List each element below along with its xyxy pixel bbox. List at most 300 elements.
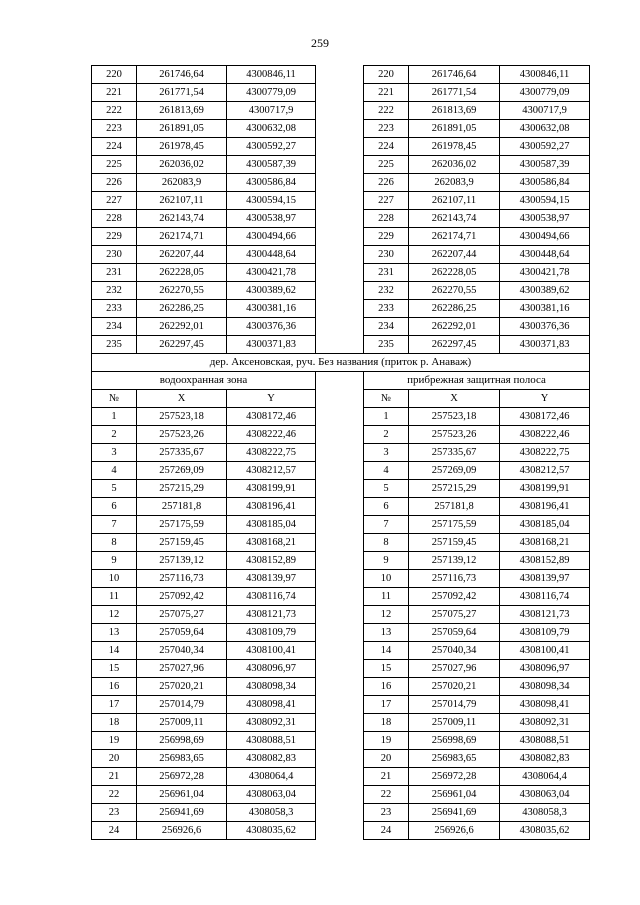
y-coordinate-cell: 4300371,83: [500, 336, 590, 354]
point-number-cell: 232: [92, 282, 137, 300]
y-coordinate-cell: 4308109,79: [500, 624, 590, 642]
x-coordinate-cell: 257175,59: [409, 516, 500, 534]
point-number-cell: 20: [92, 750, 137, 768]
y-coordinate-cell: 4308082,83: [500, 750, 590, 768]
y-coordinate-cell: 4308058,3: [227, 804, 316, 822]
x-coordinate-cell: 257014,79: [137, 696, 227, 714]
y-coordinate-cell: 4308098,34: [227, 678, 316, 696]
zone-heading-row: [92, 372, 590, 390]
y-coordinate-cell: 4300494,66: [227, 228, 316, 246]
point-number-cell: 23: [364, 804, 409, 822]
table-row: [92, 570, 590, 588]
y-coordinate-cell: 4300586,84: [227, 174, 316, 192]
table-row: [92, 102, 590, 120]
x-coordinate-cell: 257009,11: [409, 714, 500, 732]
table-row: [92, 300, 590, 318]
x-coordinate-cell: 257040,34: [409, 642, 500, 660]
x-coordinate-cell: 257523,18: [409, 408, 500, 426]
x-coordinate-cell: 257020,21: [409, 678, 500, 696]
column-gap: [316, 570, 364, 588]
x-coordinate-cell: 257159,45: [137, 534, 227, 552]
y-coordinate-cell: 4300717,9: [500, 102, 590, 120]
y-coordinate-cell: 4308098,41: [500, 696, 590, 714]
y-coordinate-cell: 4300632,08: [500, 120, 590, 138]
point-number-cell: 3: [364, 444, 409, 462]
table-row: [92, 642, 590, 660]
y-coordinate-cell: 4300371,83: [227, 336, 316, 354]
y-coordinate-cell: 4308064,4: [227, 768, 316, 786]
column-gap: [316, 588, 364, 606]
column-gap: [316, 498, 364, 516]
point-number-cell: 221: [92, 84, 137, 102]
x-coordinate-cell: 257335,67: [137, 444, 227, 462]
point-number-cell: 24: [364, 822, 409, 840]
table-row: [92, 516, 590, 534]
y-coordinate-cell: 4308063,04: [227, 786, 316, 804]
x-coordinate-cell: 256941,69: [137, 804, 227, 822]
y-coordinate-cell: 4300448,64: [500, 246, 590, 264]
point-number-cell: 220: [364, 66, 409, 84]
table-row: [92, 282, 590, 300]
point-number-cell: 230: [92, 246, 137, 264]
x-coordinate-cell: 261746,64: [409, 66, 500, 84]
page-number: 259: [311, 36, 329, 50]
x-coordinate-cell: 257139,12: [409, 552, 500, 570]
column-gap: [316, 246, 364, 264]
x-coordinate-cell: 257175,59: [137, 516, 227, 534]
y-coordinate-cell: 4300594,15: [500, 192, 590, 210]
table-row: [92, 714, 590, 732]
x-coordinate-cell: 262228,05: [137, 264, 227, 282]
point-number-cell: 5: [92, 480, 137, 498]
y-coordinate-cell: 4308139,97: [227, 570, 316, 588]
point-number-cell: 5: [364, 480, 409, 498]
x-coordinate-cell: 257020,21: [137, 678, 227, 696]
y-coordinate-cell: 4308100,41: [227, 642, 316, 660]
x-coordinate-cell: 257116,73: [409, 570, 500, 588]
x-coordinate-cell: 262207,44: [409, 246, 500, 264]
table-row: [92, 264, 590, 282]
point-number-cell: 22: [92, 786, 137, 804]
point-number-cell: 10: [92, 570, 137, 588]
x-coordinate-cell: 262143,74: [409, 210, 500, 228]
x-coordinate-cell: 257027,96: [137, 660, 227, 678]
point-number-cell: 3: [92, 444, 137, 462]
x-column-header: X: [137, 390, 227, 408]
x-coordinate-cell: 257059,64: [137, 624, 227, 642]
table-row: [92, 84, 590, 102]
y-coordinate-cell: 4308152,89: [227, 552, 316, 570]
y-coordinate-cell: 4308121,73: [500, 606, 590, 624]
point-number-cell: 7: [92, 516, 137, 534]
column-gap: [316, 372, 364, 390]
x-coordinate-cell: 262207,44: [137, 246, 227, 264]
column-gap: [316, 786, 364, 804]
point-number-cell: 16: [364, 678, 409, 696]
point-number-cell: 230: [364, 246, 409, 264]
point-number-cell: 231: [92, 264, 137, 282]
table-row: [92, 336, 590, 354]
x-coordinate-cell: 257335,67: [409, 444, 500, 462]
column-gap: [316, 606, 364, 624]
x-coordinate-cell: 261978,45: [137, 138, 227, 156]
x-coordinate-cell: 257139,12: [137, 552, 227, 570]
x-coordinate-cell: 257181,8: [137, 498, 227, 516]
column-gap: [316, 426, 364, 444]
y-coordinate-cell: 4300376,36: [500, 318, 590, 336]
column-gap: [316, 300, 364, 318]
x-coordinate-cell: 257181,8: [409, 498, 500, 516]
y-coordinate-cell: 4308109,79: [227, 624, 316, 642]
point-number-cell: 235: [92, 336, 137, 354]
y-coordinate-cell: 4308098,41: [227, 696, 316, 714]
column-gap: [316, 750, 364, 768]
point-number-cell: 20: [364, 750, 409, 768]
number-column-header: №: [364, 390, 409, 408]
coordinates-table: [91, 65, 590, 840]
y-coordinate-cell: 4308063,04: [500, 786, 590, 804]
y-coordinate-cell: 4300592,27: [500, 138, 590, 156]
y-coordinate-cell: 4308096,97: [227, 660, 316, 678]
x-coordinate-cell: 261771,54: [409, 84, 500, 102]
x-coordinate-cell: 261891,05: [409, 120, 500, 138]
point-number-cell: 16: [92, 678, 137, 696]
x-coordinate-cell: 257092,42: [409, 588, 500, 606]
table-row: [92, 426, 590, 444]
y-coordinate-cell: 4300538,97: [500, 210, 590, 228]
column-gap: [316, 228, 364, 246]
point-number-cell: 13: [364, 624, 409, 642]
column-gap: [316, 714, 364, 732]
y-coordinate-cell: 4300494,66: [500, 228, 590, 246]
y-coordinate-cell: 4308168,21: [227, 534, 316, 552]
point-number-cell: 4: [364, 462, 409, 480]
table-row: [92, 66, 590, 84]
point-number-cell: 21: [92, 768, 137, 786]
column-gap: [316, 138, 364, 156]
table-row: [92, 228, 590, 246]
x-coordinate-cell: 257075,27: [409, 606, 500, 624]
x-coordinate-cell: 261813,69: [409, 102, 500, 120]
x-coordinate-cell: 262297,45: [137, 336, 227, 354]
point-number-cell: 10: [364, 570, 409, 588]
x-coordinate-cell: 257269,09: [409, 462, 500, 480]
x-coordinate-cell: 262107,11: [137, 192, 227, 210]
y-column-header: Y: [500, 390, 590, 408]
point-number-cell: 12: [92, 606, 137, 624]
point-number-cell: 21: [364, 768, 409, 786]
point-number-cell: 2: [92, 426, 137, 444]
point-number-cell: 4: [92, 462, 137, 480]
y-coordinate-cell: 4308098,34: [500, 678, 590, 696]
column-gap: [316, 210, 364, 228]
point-number-cell: 24: [92, 822, 137, 840]
table-row: [92, 444, 590, 462]
column-gap: [316, 534, 364, 552]
point-number-cell: 221: [364, 84, 409, 102]
x-coordinate-cell: 261978,45: [409, 138, 500, 156]
table-row: [92, 408, 590, 426]
y-coordinate-cell: 4308199,91: [500, 480, 590, 498]
x-coordinate-cell: 256961,04: [409, 786, 500, 804]
x-coordinate-cell: 262297,45: [409, 336, 500, 354]
y-coordinate-cell: 4308152,89: [500, 552, 590, 570]
table-row: [92, 552, 590, 570]
x-coordinate-cell: 256983,65: [137, 750, 227, 768]
y-coordinate-cell: 4308199,91: [227, 480, 316, 498]
x-coordinate-cell: 256961,04: [137, 786, 227, 804]
column-gap: [316, 624, 364, 642]
point-number-cell: 222: [364, 102, 409, 120]
point-number-cell: 17: [364, 696, 409, 714]
x-coordinate-cell: 256941,69: [409, 804, 500, 822]
point-number-cell: 19: [92, 732, 137, 750]
x-coordinate-cell: 261891,05: [137, 120, 227, 138]
y-coordinate-cell: 4300421,78: [227, 264, 316, 282]
x-coordinate-cell: 257523,26: [137, 426, 227, 444]
y-coordinate-cell: 4300779,09: [227, 84, 316, 102]
point-number-cell: 8: [364, 534, 409, 552]
x-coordinate-cell: 262083,9: [137, 174, 227, 192]
point-number-cell: 222: [92, 102, 137, 120]
table-row: [92, 480, 590, 498]
x-coordinate-cell: 257116,73: [137, 570, 227, 588]
y-coordinate-cell: 4308196,41: [227, 498, 316, 516]
column-gap: [316, 660, 364, 678]
column-gap: [316, 732, 364, 750]
point-number-cell: 15: [364, 660, 409, 678]
column-gap: [316, 408, 364, 426]
point-number-cell: 225: [92, 156, 137, 174]
table-row: [92, 786, 590, 804]
y-coordinate-cell: 4308092,31: [500, 714, 590, 732]
x-coordinate-cell: 262286,25: [137, 300, 227, 318]
x-coordinate-cell: 256972,28: [137, 768, 227, 786]
point-number-cell: 224: [92, 138, 137, 156]
y-coordinate-cell: 4308139,97: [500, 570, 590, 588]
point-number-cell: 220: [92, 66, 137, 84]
y-coordinate-cell: 4308196,41: [500, 498, 590, 516]
point-number-cell: 11: [364, 588, 409, 606]
point-number-cell: 229: [92, 228, 137, 246]
point-number-cell: 15: [92, 660, 137, 678]
column-gap: [316, 318, 364, 336]
y-coordinate-cell: 4308035,62: [500, 822, 590, 840]
water-protection-zone-heading: водоохранная зона: [92, 372, 316, 390]
y-coordinate-cell: 4300587,39: [227, 156, 316, 174]
column-gap: [316, 552, 364, 570]
y-coordinate-cell: 4300779,09: [500, 84, 590, 102]
point-number-cell: 1: [364, 408, 409, 426]
table-row: [92, 462, 590, 480]
y-coordinate-cell: 4308100,41: [500, 642, 590, 660]
column-gap: [316, 84, 364, 102]
table-row: [92, 534, 590, 552]
column-gap: [316, 444, 364, 462]
y-coordinate-cell: 4308212,57: [227, 462, 316, 480]
table-row: [92, 750, 590, 768]
x-coordinate-cell: 257269,09: [137, 462, 227, 480]
table-row: [92, 210, 590, 228]
x-coordinate-cell: 257523,18: [137, 408, 227, 426]
y-coordinate-cell: 4300592,27: [227, 138, 316, 156]
x-coordinate-cell: 256998,69: [409, 732, 500, 750]
point-number-cell: 17: [92, 696, 137, 714]
table-row: [92, 822, 590, 840]
x-coordinate-cell: 262143,74: [137, 210, 227, 228]
column-gap: [316, 768, 364, 786]
table-row: [92, 498, 590, 516]
x-coordinate-cell: 262270,55: [137, 282, 227, 300]
x-coordinate-cell: 262174,71: [409, 228, 500, 246]
point-number-cell: 228: [364, 210, 409, 228]
point-number-cell: 8: [92, 534, 137, 552]
x-coordinate-cell: 262036,02: [137, 156, 227, 174]
x-coordinate-cell: 257009,11: [137, 714, 227, 732]
point-number-cell: 23: [92, 804, 137, 822]
y-coordinate-cell: 4300389,62: [227, 282, 316, 300]
point-number-cell: 12: [364, 606, 409, 624]
table-row: [92, 660, 590, 678]
y-column-header: Y: [227, 390, 316, 408]
point-number-cell: 6: [364, 498, 409, 516]
x-coordinate-cell: 257523,26: [409, 426, 500, 444]
table-row: [92, 696, 590, 714]
point-number-cell: 2: [364, 426, 409, 444]
column-gap: [316, 174, 364, 192]
y-coordinate-cell: 4308121,73: [227, 606, 316, 624]
x-coordinate-cell: 257059,64: [409, 624, 500, 642]
x-coordinate-cell: 256998,69: [137, 732, 227, 750]
x-coordinate-cell: 261813,69: [137, 102, 227, 120]
x-coordinate-cell: 257014,79: [409, 696, 500, 714]
table-row: [92, 768, 590, 786]
y-coordinate-cell: 4308222,46: [227, 426, 316, 444]
y-coordinate-cell: 4300376,36: [227, 318, 316, 336]
x-coordinate-cell: 261771,54: [137, 84, 227, 102]
y-coordinate-cell: 4300538,97: [227, 210, 316, 228]
point-number-cell: 227: [364, 192, 409, 210]
y-coordinate-cell: 4300587,39: [500, 156, 590, 174]
column-gap: [316, 102, 364, 120]
number-column-header: №: [92, 390, 137, 408]
point-number-cell: 233: [364, 300, 409, 318]
x-coordinate-cell: 262083,9: [409, 174, 500, 192]
point-number-cell: 234: [364, 318, 409, 336]
point-number-cell: 234: [92, 318, 137, 336]
column-gap: [316, 390, 364, 408]
y-coordinate-cell: 4308035,62: [227, 822, 316, 840]
y-coordinate-cell: 4300389,62: [500, 282, 590, 300]
y-coordinate-cell: 4308082,83: [227, 750, 316, 768]
y-coordinate-cell: 4300381,16: [500, 300, 590, 318]
table-row: [92, 192, 590, 210]
y-coordinate-cell: 4308222,75: [500, 444, 590, 462]
y-coordinate-cell: 4300381,16: [227, 300, 316, 318]
y-coordinate-cell: 4308168,21: [500, 534, 590, 552]
column-gap: [316, 66, 364, 84]
column-gap: [316, 264, 364, 282]
x-column-header: X: [409, 390, 500, 408]
point-number-cell: 9: [92, 552, 137, 570]
table-row: [92, 138, 590, 156]
y-coordinate-cell: 4308212,57: [500, 462, 590, 480]
point-number-cell: 18: [92, 714, 137, 732]
point-number-cell: 18: [364, 714, 409, 732]
y-coordinate-cell: 4300846,11: [227, 66, 316, 84]
table-row: [92, 606, 590, 624]
x-coordinate-cell: 262286,25: [409, 300, 500, 318]
y-coordinate-cell: 4308088,51: [500, 732, 590, 750]
x-coordinate-cell: 257075,27: [137, 606, 227, 624]
table-row: [92, 588, 590, 606]
y-coordinate-cell: 4308222,46: [500, 426, 590, 444]
table-row: [92, 156, 590, 174]
y-coordinate-cell: 4308185,04: [227, 516, 316, 534]
y-coordinate-cell: 4300448,64: [227, 246, 316, 264]
x-coordinate-cell: 262292,01: [409, 318, 500, 336]
point-number-cell: 224: [364, 138, 409, 156]
column-gap: [316, 696, 364, 714]
column-gap: [316, 516, 364, 534]
x-coordinate-cell: 257040,34: [137, 642, 227, 660]
point-number-cell: 226: [364, 174, 409, 192]
point-number-cell: 235: [364, 336, 409, 354]
column-gap: [316, 462, 364, 480]
point-number-cell: 19: [364, 732, 409, 750]
point-number-cell: 226: [92, 174, 137, 192]
point-number-cell: 14: [92, 642, 137, 660]
column-gap: [316, 336, 364, 354]
table-row: [92, 732, 590, 750]
section-title: дер. Аксеновская, руч. Без названия (приток р. Анаваж): [92, 354, 590, 372]
table-row: [92, 804, 590, 822]
column-gap: [316, 156, 364, 174]
point-number-cell: 22: [364, 786, 409, 804]
y-coordinate-cell: 4308172,46: [500, 408, 590, 426]
x-coordinate-cell: 261746,64: [137, 66, 227, 84]
point-number-cell: 227: [92, 192, 137, 210]
point-number-cell: 9: [364, 552, 409, 570]
y-coordinate-cell: 4308172,46: [227, 408, 316, 426]
point-number-cell: 231: [364, 264, 409, 282]
x-coordinate-cell: 257159,45: [409, 534, 500, 552]
table-row: [92, 624, 590, 642]
y-coordinate-cell: 4308116,74: [227, 588, 316, 606]
column-gap: [316, 642, 364, 660]
x-coordinate-cell: 256926,6: [409, 822, 500, 840]
column-gap: [316, 822, 364, 840]
column-gap: [316, 120, 364, 138]
x-coordinate-cell: 257215,29: [137, 480, 227, 498]
table-row: [92, 120, 590, 138]
point-number-cell: 232: [364, 282, 409, 300]
x-coordinate-cell: 257092,42: [137, 588, 227, 606]
table-row: [92, 246, 590, 264]
table-row: [92, 678, 590, 696]
y-coordinate-cell: 4300846,11: [500, 66, 590, 84]
x-coordinate-cell: 256983,65: [409, 750, 500, 768]
y-coordinate-cell: 4300586,84: [500, 174, 590, 192]
y-coordinate-cell: 4300594,15: [227, 192, 316, 210]
x-coordinate-cell: 256972,28: [409, 768, 500, 786]
y-coordinate-cell: 4308096,97: [500, 660, 590, 678]
y-coordinate-cell: 4308116,74: [500, 588, 590, 606]
y-coordinate-cell: 4308222,75: [227, 444, 316, 462]
column-gap: [316, 678, 364, 696]
point-number-cell: 223: [364, 120, 409, 138]
point-number-cell: 7: [364, 516, 409, 534]
